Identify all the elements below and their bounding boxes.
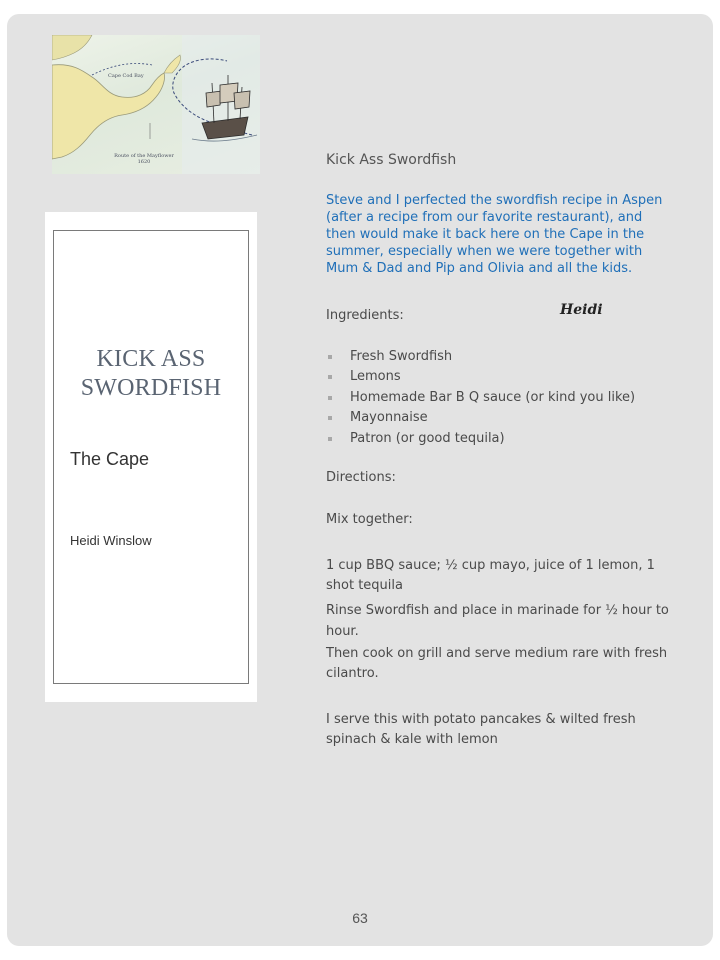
mix-label: Mix together: bbox=[326, 511, 413, 527]
serving-note: I serve this with potato pancakes & wilted fresh spinach & kale with lemon bbox=[326, 711, 636, 747]
bullet-icon bbox=[328, 355, 332, 359]
card-author: Heidi Winslow bbox=[70, 533, 152, 548]
ingredient-item bbox=[326, 429, 670, 449]
card-title: KICK ASS SWORDFISH bbox=[80, 346, 222, 401]
direction-step: Rinse Swordfish and place in marinade for ½ hour to hour. bbox=[326, 602, 669, 639]
bullet-icon bbox=[328, 416, 332, 420]
ingredient-text: Homemade Bar B Q sauce (or kind you like) bbox=[350, 389, 636, 405]
recipe-content bbox=[326, 150, 670, 750]
ingredient-item bbox=[326, 388, 670, 408]
direction-step: Then cook on grill and serve medium rare with fresh cilantro. bbox=[326, 645, 668, 681]
title-card bbox=[45, 212, 257, 702]
map-bay-label: Cape Cod Bay bbox=[108, 73, 144, 79]
card-subtitle: The Cape bbox=[70, 449, 150, 469]
bullet-icon bbox=[328, 375, 332, 379]
ingredient-text: Mayonnaise bbox=[350, 410, 428, 426]
ingredient-text: Patron (or good tequila) bbox=[350, 430, 505, 446]
title-card-frame bbox=[53, 230, 249, 684]
recipe-intro: Steve and I perfected the swordfish recipe in Aspen (after a recipe from our favorite restaurant), and then would make it back here on the Cape in the summer, especially when we were together with Mum & Dad and Pip and Olivia and all the kids. bbox=[326, 193, 663, 276]
bullet-icon bbox=[328, 396, 332, 400]
mayflower-route-map bbox=[52, 35, 260, 174]
directions-label: Directions: bbox=[326, 469, 396, 485]
signature: Heidi bbox=[560, 302, 603, 318]
ingredient-item bbox=[326, 408, 670, 428]
ingredient-text: Fresh Swordfish bbox=[350, 349, 453, 364]
ingredient-text: Lemons bbox=[350, 369, 401, 385]
ingredients-list bbox=[326, 347, 670, 449]
direction-step: 1 cup BBQ sauce; ½ cup mayo, juice of 1 lemon, 1 shot tequila bbox=[326, 557, 655, 593]
ingredient-item bbox=[326, 347, 670, 367]
bullet-icon bbox=[328, 437, 332, 441]
ingredient-item bbox=[326, 367, 670, 387]
page-number: 63 bbox=[352, 910, 368, 926]
ingredients-label: Ingredients: bbox=[326, 308, 404, 323]
recipe-title: Kick Ass Swordfish bbox=[326, 152, 457, 168]
map-caption: Route of the Mayflower 1620 bbox=[114, 153, 174, 165]
